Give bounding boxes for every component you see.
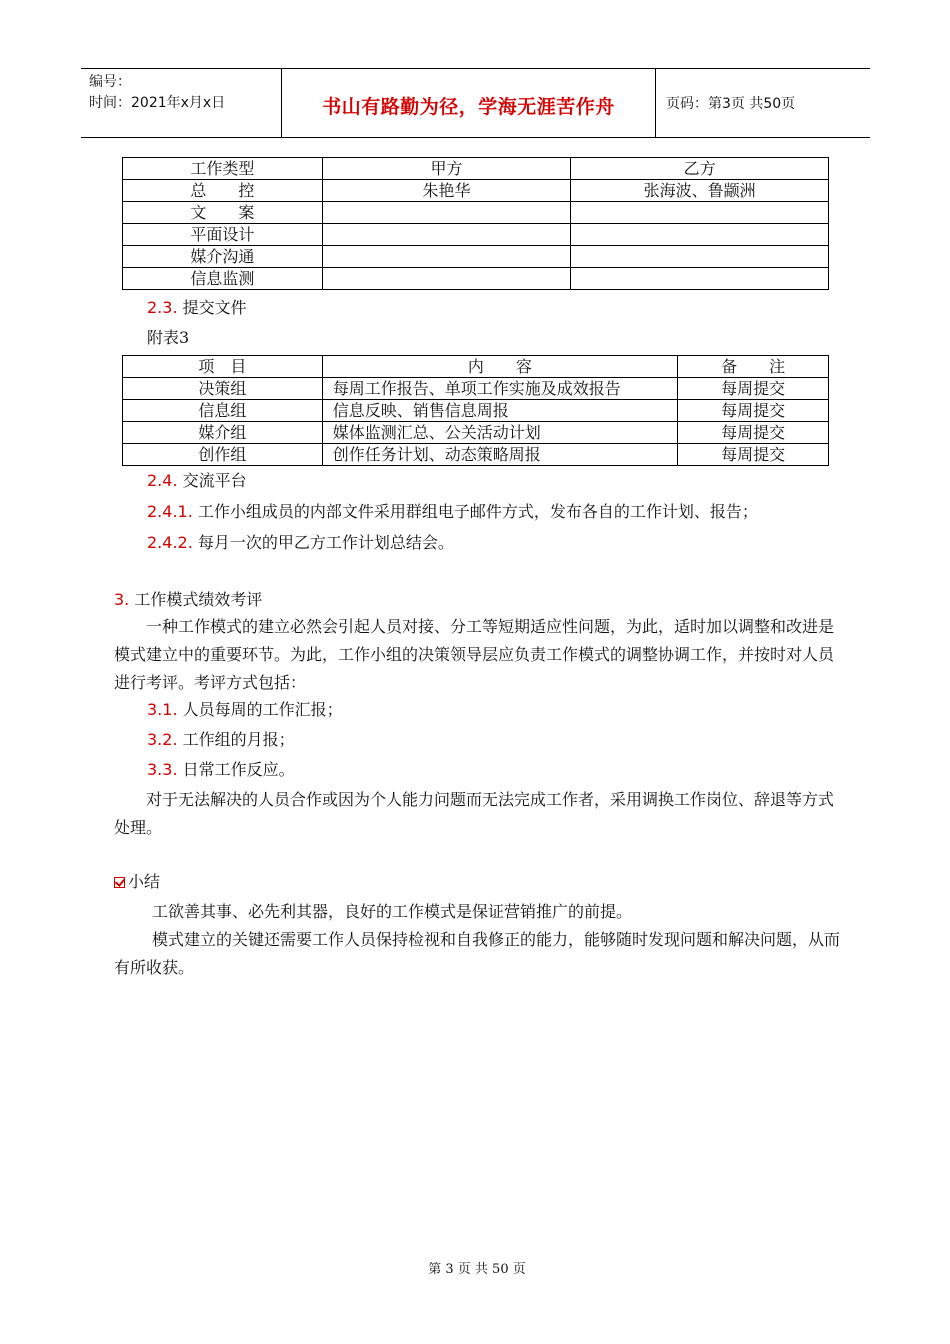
table-cell	[322, 246, 571, 268]
table-cell: 每周工作报告、单项工作实施及成效报告	[322, 378, 677, 400]
table-cell: 媒介组	[123, 422, 323, 444]
table-header-cell: 乙方	[571, 158, 829, 180]
section-text: 每月一次的甲乙方工作计划总结会。	[197, 533, 454, 552]
table-cell: 信息监测	[123, 268, 323, 290]
section-3-paragraph-2: 对于无法解决的人员合作或因为个人能力问题而无法完成工作者，采用调换工作岗位、辞退等方式处理。	[114, 790, 835, 837]
section-3-1	[147, 699, 343, 721]
table-header-row	[123, 158, 829, 180]
table-header-row	[123, 356, 829, 378]
table-cell	[571, 268, 829, 290]
table-cell: 信息组	[123, 400, 323, 422]
section-number: 3.	[114, 590, 130, 609]
table-cell: 平面设计	[123, 224, 323, 246]
table-cell: 每周提交	[678, 422, 829, 444]
header-page-info: 页码：第3页 共50页	[666, 96, 796, 112]
serial-label: 编号：	[89, 74, 131, 90]
table-row	[123, 180, 829, 202]
section-3-paragraph-1: 一种工作模式的建立必然会引起人员对接、分工等短期适应性问题，为此，适时加以调整和改进是模式建立中的重要环节。为此，工作小组的决策领导层应负责工作模式的调整协调工作，并按时对人员进行考评。考评方式包括：	[114, 617, 835, 692]
section-number: 3.1.	[147, 700, 178, 719]
table-header-cell: 备 注	[678, 356, 829, 378]
section-3-3	[147, 759, 295, 781]
time-label: 时间：2021年x月x日	[89, 95, 226, 111]
table-cell: 每周提交	[678, 444, 829, 466]
table-header-cell: 项 目	[123, 356, 323, 378]
table-row	[123, 246, 829, 268]
summary-heading	[114, 871, 160, 893]
checkbox-checked-icon	[114, 877, 125, 888]
section-text: 日常工作反应。	[182, 760, 295, 779]
table-header-cell: 工作类型	[123, 158, 323, 180]
table-cell: 每周提交	[678, 400, 829, 422]
section-3-heading	[114, 589, 262, 611]
summary-paragraph-1: 工欲善其事、必先利其器，良好的工作模式是保证营销推广的前提。	[152, 902, 633, 921]
table-header-cell: 内 容	[322, 356, 677, 378]
table-cell	[322, 202, 571, 224]
table-cell	[322, 268, 571, 290]
section-title: 工作模式绩效考评	[134, 590, 263, 609]
table-cell: 决策组	[123, 378, 323, 400]
table-cell: 媒介沟通	[123, 246, 323, 268]
table-row	[123, 378, 829, 400]
table-cell: 媒体监测汇总、公关活动计划	[322, 422, 677, 444]
submission-table	[122, 355, 829, 466]
section-title: 提交文件	[182, 298, 247, 317]
section-number: 3.2.	[147, 730, 178, 749]
table-row	[123, 400, 829, 422]
page-header	[81, 68, 870, 138]
appendix-label: 附表3	[147, 328, 190, 347]
table-cell: 每周提交	[678, 378, 829, 400]
section-number: 2.4.1.	[147, 502, 193, 521]
section-text: 工作小组成员的内部文件采用群组电子邮件方式，发布各自的工作计划、报告；	[197, 502, 758, 521]
table-row	[123, 268, 829, 290]
table-cell	[571, 246, 829, 268]
section-number: 2.4.	[147, 471, 178, 490]
summary-title: 小结	[128, 872, 161, 891]
section-2-3-heading	[147, 297, 247, 319]
table-row	[123, 422, 829, 444]
summary-paragraph-2: 模式建立的关键还需要工作人员保持检视和自我修正的能力，能够随时发现问题和解决问题，从而有所收获。	[114, 930, 841, 977]
section-3-2	[147, 729, 295, 751]
table-row	[123, 444, 829, 466]
table-header-cell: 甲方	[322, 158, 571, 180]
section-number: 3.3.	[147, 760, 178, 779]
table-cell: 创作组	[123, 444, 323, 466]
work-assignment-table	[122, 157, 829, 290]
section-title: 交流平台	[182, 471, 247, 490]
section-number: 2.3.	[147, 298, 178, 317]
table-row	[123, 224, 829, 246]
header-meta	[81, 69, 282, 137]
header-motto: 书山有路勤为径，学海无涯苦作舟	[282, 69, 656, 137]
section-2-4-1	[147, 501, 758, 523]
section-text: 工作组的月报；	[182, 730, 295, 749]
table-cell: 文 案	[123, 202, 323, 224]
section-text: 人员每周的工作汇报；	[182, 700, 343, 719]
table-cell: 总 控	[123, 180, 323, 202]
table-cell	[571, 224, 829, 246]
table-cell: 信息反映、销售信息周报	[322, 400, 677, 422]
table-cell: 张海波、鲁颛洲	[571, 180, 829, 202]
page-footer: 第 3 页 共 50 页	[428, 1262, 526, 1277]
table-row	[123, 202, 829, 224]
table-cell: 朱艳华	[322, 180, 571, 202]
section-number: 2.4.2.	[147, 533, 193, 552]
table-cell	[322, 224, 571, 246]
section-2-4-heading	[147, 470, 247, 492]
section-2-4-2	[147, 532, 454, 554]
table-cell	[571, 202, 829, 224]
table-cell: 创作任务计划、动态策略周报	[322, 444, 677, 466]
